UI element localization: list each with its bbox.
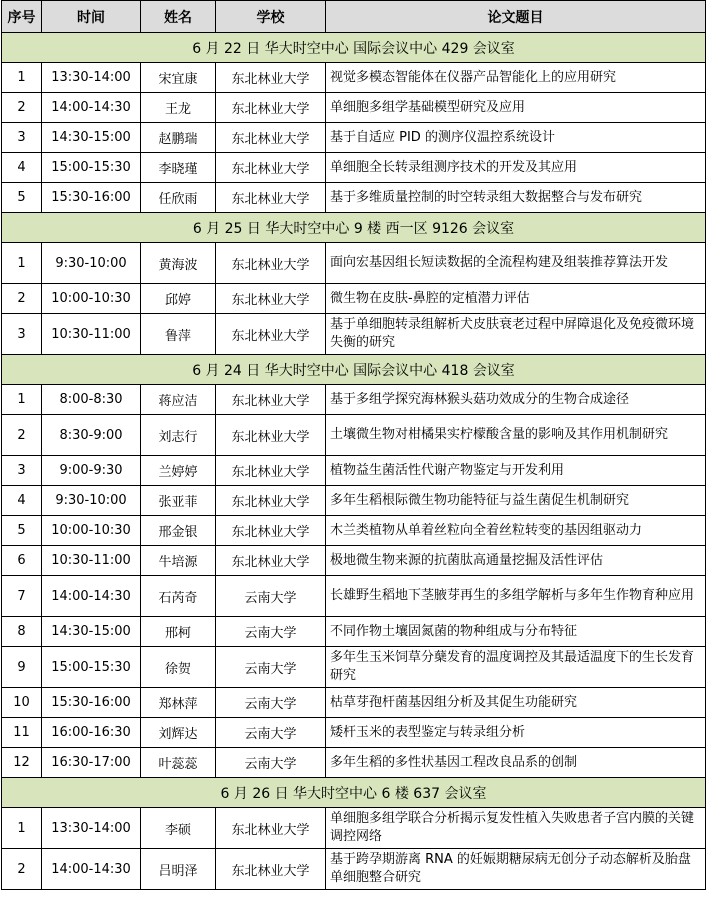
- cell-school: 东北林业大学: [216, 546, 326, 576]
- cell-topic: 单细胞多组学联合分析揭示复发性植入失败患者子宫内膜的关键调控网络: [326, 808, 706, 849]
- cell-name: 李晓瑾: [141, 153, 216, 183]
- cell-topic: 多年生稻的多性状基因工程改良品系的创制: [326, 748, 706, 778]
- cell-no: 2: [2, 415, 42, 456]
- table-row: [2, 123, 706, 153]
- cell-school: 东北林业大学: [216, 93, 326, 123]
- table-row: [2, 243, 706, 284]
- cell-name: 徐贺: [141, 647, 216, 688]
- table-row: [2, 314, 706, 355]
- cell-name: 邢柯: [141, 617, 216, 647]
- table-row: [2, 849, 706, 890]
- cell-name: 叶蕊蕊: [141, 748, 216, 778]
- cell-no: 3: [2, 314, 42, 355]
- session-title: 6 月 24 日 华大时空中心 国际会议中心 418 会议室: [2, 355, 706, 385]
- cell-topic: 极地微生物来源的抗菌肽高通量挖掘及活性评估: [326, 546, 706, 576]
- cell-topic: 矮杆玉米的表型鉴定与转录组分析: [326, 718, 706, 748]
- cell-time: 10:30-11:00: [42, 546, 141, 576]
- cell-no: 4: [2, 486, 42, 516]
- cell-no: 1: [2, 243, 42, 284]
- table-row: [2, 516, 706, 546]
- table-row: [2, 456, 706, 486]
- cell-name: 刘辉达: [141, 718, 216, 748]
- cell-no: 7: [2, 576, 42, 617]
- cell-topic: 单细胞多组学基础模型研究及应用: [326, 93, 706, 123]
- cell-time: 14:00-14:30: [42, 576, 141, 617]
- cell-name: 张亚菲: [141, 486, 216, 516]
- cell-school: 云南大学: [216, 718, 326, 748]
- session-title: 6 月 22 日 华大时空中心 国际会议中心 429 会议室: [2, 33, 706, 63]
- cell-name: 赵鹏瑞: [141, 123, 216, 153]
- cell-no: 2: [2, 849, 42, 890]
- cell-time: 13:30-14:00: [42, 808, 141, 849]
- session-header-row: [2, 778, 706, 808]
- cell-time: 15:00-15:30: [42, 153, 141, 183]
- table-row: [2, 808, 706, 849]
- cell-topic: 长雄野生稻地下茎腋芽再生的多组学解析与多年生作物育种应用: [326, 576, 706, 617]
- cell-time: 15:30-16:00: [42, 688, 141, 718]
- cell-school: 东北林业大学: [216, 808, 326, 849]
- cell-name: 兰婷婷: [141, 456, 216, 486]
- cell-no: 2: [2, 93, 42, 123]
- cell-school: 东北林业大学: [216, 849, 326, 890]
- cell-school: 东北林业大学: [216, 314, 326, 355]
- cell-school: 东北林业大学: [216, 415, 326, 456]
- table-row: [2, 385, 706, 415]
- cell-no: 5: [2, 516, 42, 546]
- header-school: 学校: [216, 1, 326, 33]
- cell-name: 任欣雨: [141, 183, 216, 213]
- cell-school: 云南大学: [216, 748, 326, 778]
- cell-time: 10:00-10:30: [42, 284, 141, 314]
- session-title: 6 月 25 日 华大时空中心 9 楼 西一区 9126 会议室: [2, 213, 706, 243]
- table-row: [2, 576, 706, 617]
- cell-time: 15:00-15:30: [42, 647, 141, 688]
- cell-school: 东北林业大学: [216, 63, 326, 93]
- cell-no: 9: [2, 647, 42, 688]
- cell-no: 2: [2, 284, 42, 314]
- cell-topic: 基于跨孕期游离 RNA 的妊娠期糖尿病无创分子动态解析及胎盘单细胞整合研究: [326, 849, 706, 890]
- cell-no: 1: [2, 808, 42, 849]
- cell-name: 黄海波: [141, 243, 216, 284]
- table-row: [2, 153, 706, 183]
- cell-school: 东北林业大学: [216, 516, 326, 546]
- cell-topic: 视觉多模态智能体在仪器产品智能化上的应用研究: [326, 63, 706, 93]
- header-name: 姓名: [141, 1, 216, 33]
- table-row: [2, 93, 706, 123]
- cell-school: 云南大学: [216, 688, 326, 718]
- cell-topic: 多年生玉米饲草分蘖发育的温度调控及其最适温度下的生长发育研究: [326, 647, 706, 688]
- cell-time: 9:30-10:00: [42, 243, 141, 284]
- cell-school: 东北林业大学: [216, 486, 326, 516]
- cell-no: 3: [2, 456, 42, 486]
- table-row: [2, 617, 706, 647]
- cell-no: 10: [2, 688, 42, 718]
- table-row: [2, 284, 706, 314]
- cell-topic: 微生物在皮肤-鼻腔的定植潜力评估: [326, 284, 706, 314]
- cell-name: 邱婷: [141, 284, 216, 314]
- cell-topic: 基于多维质量控制的时空转录组大数据整合与发布研究: [326, 183, 706, 213]
- table-row: [2, 415, 706, 456]
- cell-no: 4: [2, 153, 42, 183]
- cell-time: 14:30-15:00: [42, 123, 141, 153]
- cell-time: 14:30-15:00: [42, 617, 141, 647]
- cell-name: 石芮奇: [141, 576, 216, 617]
- cell-time: 16:00-16:30: [42, 718, 141, 748]
- cell-no: 5: [2, 183, 42, 213]
- cell-topic: 面向宏基因组长短读数据的全流程构建及组装推荐算法开发: [326, 243, 706, 284]
- cell-school: 东北林业大学: [216, 243, 326, 284]
- cell-no: 12: [2, 748, 42, 778]
- cell-topic: 枯草芽孢杆菌基因组分析及其促生功能研究: [326, 688, 706, 718]
- cell-name: 宋宜康: [141, 63, 216, 93]
- cell-time: 10:00-10:30: [42, 516, 141, 546]
- cell-name: 鲁萍: [141, 314, 216, 355]
- cell-school: 云南大学: [216, 617, 326, 647]
- schedule-body: [2, 33, 706, 890]
- cell-name: 郑林萍: [141, 688, 216, 718]
- cell-school: 东北林业大学: [216, 123, 326, 153]
- cell-school: 东北林业大学: [216, 385, 326, 415]
- cell-time: 16:30-17:00: [42, 748, 141, 778]
- cell-time: 8:30-9:00: [42, 415, 141, 456]
- cell-school: 东北林业大学: [216, 153, 326, 183]
- cell-name: 李硕: [141, 808, 216, 849]
- cell-no: 11: [2, 718, 42, 748]
- table-row: [2, 647, 706, 688]
- cell-time: 9:00-9:30: [42, 456, 141, 486]
- cell-no: 8: [2, 617, 42, 647]
- cell-time: 15:30-16:00: [42, 183, 141, 213]
- cell-topic: 基于多组学探究海林猴头菇功效成分的生物合成途径: [326, 385, 706, 415]
- cell-school: 东北林业大学: [216, 183, 326, 213]
- schedule-table: [1, 0, 706, 890]
- table-row: [2, 688, 706, 718]
- cell-topic: 多年生稻根际微生物功能特征与益生菌促生机制研究: [326, 486, 706, 516]
- cell-no: 3: [2, 123, 42, 153]
- cell-school: 东北林业大学: [216, 284, 326, 314]
- cell-time: 9:30-10:00: [42, 486, 141, 516]
- cell-topic: 植物益生菌活性代谢产物鉴定与开发利用: [326, 456, 706, 486]
- cell-no: 1: [2, 63, 42, 93]
- table-row: [2, 63, 706, 93]
- table-row: [2, 748, 706, 778]
- cell-school: 云南大学: [216, 576, 326, 617]
- cell-name: 邢金银: [141, 516, 216, 546]
- cell-topic: 土壤微生物对柑橘果实柠檬酸含量的影响及其作用机制研究: [326, 415, 706, 456]
- cell-no: 6: [2, 546, 42, 576]
- session-header-row: [2, 213, 706, 243]
- cell-no: 1: [2, 385, 42, 415]
- cell-time: 13:30-14:00: [42, 63, 141, 93]
- cell-time: 14:00-14:30: [42, 849, 141, 890]
- cell-time: 14:00-14:30: [42, 93, 141, 123]
- cell-name: 吕明泽: [141, 849, 216, 890]
- header-time: 时间: [42, 1, 141, 33]
- header-no: 序号: [2, 1, 42, 33]
- cell-topic: 基于自适应 PID 的测序仪温控系统设计: [326, 123, 706, 153]
- cell-name: 刘志行: [141, 415, 216, 456]
- session-title: 6 月 26 日 华大时空中心 6 楼 637 会议室: [2, 778, 706, 808]
- cell-topic: 木兰类植物从单着丝粒向全着丝粒转变的基因组驱动力: [326, 516, 706, 546]
- cell-time: 10:30-11:00: [42, 314, 141, 355]
- table-row: [2, 546, 706, 576]
- session-header-row: [2, 33, 706, 63]
- cell-topic: 基于单细胞转录组解析犬皮肤衰老过程中屏障退化及免疫微环境失衡的研究: [326, 314, 706, 355]
- cell-name: 牛培源: [141, 546, 216, 576]
- cell-school: 云南大学: [216, 647, 326, 688]
- table-row: [2, 486, 706, 516]
- cell-topic: 不同作物土壤固氮菌的物种组成与分布特征: [326, 617, 706, 647]
- cell-topic: 单细胞全长转录组测序技术的开发及其应用: [326, 153, 706, 183]
- cell-name: 蒋应洁: [141, 385, 216, 415]
- header-topic: 论文题目: [326, 1, 706, 33]
- table-row: [2, 183, 706, 213]
- cell-school: 东北林业大学: [216, 456, 326, 486]
- cell-time: 8:00-8:30: [42, 385, 141, 415]
- table-row: [2, 718, 706, 748]
- cell-name: 王龙: [141, 93, 216, 123]
- session-header-row: [2, 355, 706, 385]
- header-row: [2, 1, 706, 33]
